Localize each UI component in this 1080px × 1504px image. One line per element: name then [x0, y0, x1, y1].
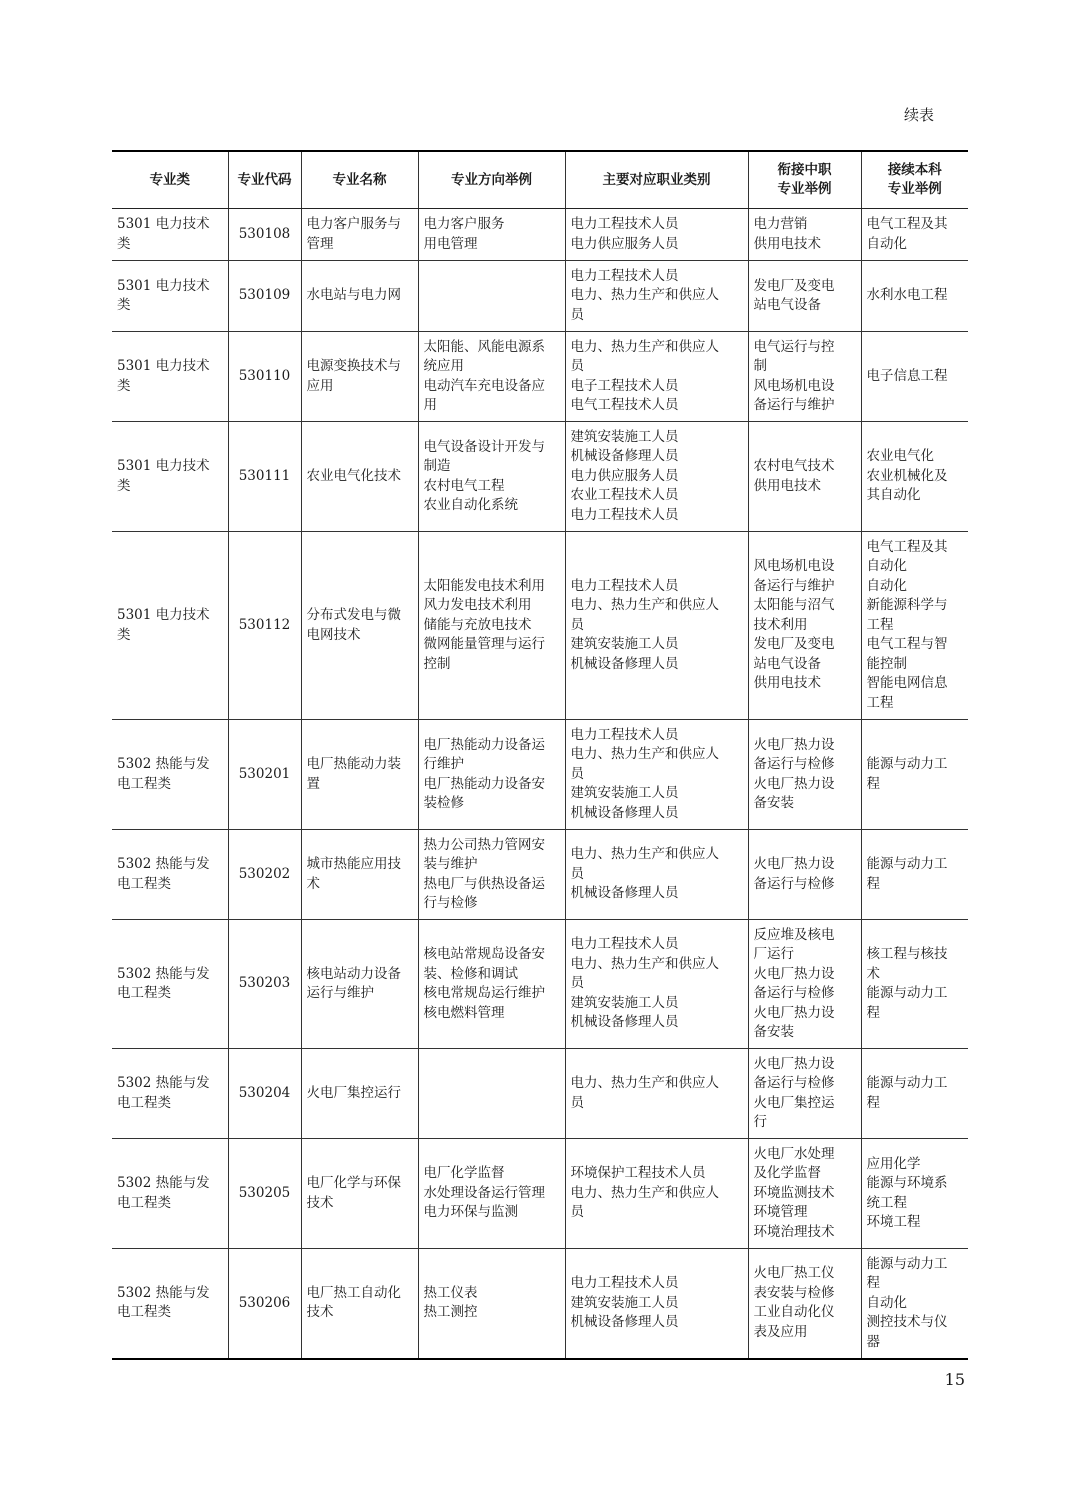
cell-text-line: 火电厂热力设 [753, 965, 835, 982]
cell-text-line: 火电厂热力设 [753, 736, 835, 753]
code-cell: 530203 [228, 920, 301, 1049]
cell-text-line: 建筑安装施工人员 [570, 1294, 679, 1311]
cell-text-line: 管理 [306, 235, 334, 252]
cell-text-line: 电力、热力生产和供应人 [570, 1184, 719, 1201]
secondary-cell [748, 830, 861, 920]
cell-text-line: 工程 [866, 616, 894, 633]
category-cell [112, 1139, 228, 1249]
cell-text-line: 员 [570, 1204, 584, 1221]
cell-text-line: 应用化学 [866, 1155, 921, 1172]
name-cell [301, 422, 418, 532]
cell-text-line: 5301 电力技术 [117, 216, 210, 232]
category-cell [112, 830, 228, 920]
cell-text-line: 农业电气化技术 [306, 467, 401, 484]
cell-text-line: 电力、热力生产和供应人 [570, 955, 719, 972]
cell-text-line: 程 [866, 775, 880, 792]
code-cell: 530201 [228, 720, 301, 830]
secondary-cell [748, 532, 861, 720]
table-header [112, 151, 968, 209]
cell-text-line: 电子信息工程 [866, 367, 948, 384]
header-occupations [565, 151, 748, 209]
occupations-cell [565, 1139, 748, 1249]
cell-text-line: 制 [753, 358, 767, 374]
header-undergraduate [861, 151, 968, 209]
header-text-line: 接续本科 [887, 162, 942, 178]
cell-text-line: 应用 [306, 377, 334, 394]
table-row [112, 332, 968, 422]
cell-text-line: 建筑安装施工人员 [570, 636, 679, 653]
cell-text-line: 电气运行与控 [753, 338, 835, 355]
cell-text-line: 供用电技术 [753, 235, 821, 252]
cell-text-line: 热工仪表 [423, 1284, 478, 1301]
occupations-cell [565, 422, 748, 532]
cell-text-line: 热力公司热力管网安 [423, 836, 545, 853]
occupations-cell [565, 261, 748, 332]
cell-text-line: 电子工程技术人员 [570, 377, 679, 394]
continued-table-label: 续表 [903, 106, 934, 124]
cell-text-line: 农业工程技术人员 [570, 487, 679, 504]
cell-text-line: 电厂热能动力设备安 [423, 775, 545, 792]
cell-text-line: 自动化 [866, 558, 907, 575]
category-cell [112, 720, 228, 830]
secondary-cell [748, 332, 861, 422]
directions-cell [418, 532, 565, 720]
name-cell [301, 1049, 418, 1139]
cell-text-line: 机械设备修理人员 [570, 1014, 679, 1031]
cell-text-line: 电工程类 [117, 985, 171, 1001]
table-row [112, 1049, 968, 1139]
cell-text-line: 置 [306, 775, 320, 792]
name-cell [301, 532, 418, 720]
cell-text-line: 建筑安装施工人员 [570, 994, 679, 1011]
directions-cell [418, 830, 565, 920]
cell-text-line: 5302 热能与发 [117, 1075, 210, 1091]
cell-text-line: 表及应用 [753, 1323, 808, 1340]
category-cell [112, 422, 228, 532]
cell-text-line: 电工程类 [117, 1304, 171, 1321]
cell-text-line: 厂运行 [753, 946, 794, 962]
cell-text-line: 火电厂热工仪 [753, 1265, 835, 1282]
cell-text-line: 发电厂及变电 [753, 277, 835, 294]
cell-text-line: 自动化 [866, 1294, 907, 1311]
cell-text-line: 行 [753, 1114, 767, 1130]
cell-text-line: 员 [570, 765, 584, 782]
cell-text-line: 类 [117, 297, 131, 313]
cell-text-line: 风力发电技术利用 [423, 597, 532, 614]
cell-text-line: 技术利用 [753, 616, 808, 633]
table-row [112, 261, 968, 332]
table-row [112, 1249, 968, 1359]
cell-text-line: 电力、热力生产和供应人 [570, 597, 719, 614]
cell-text-line: 电工程类 [117, 875, 171, 892]
cell-text-line: 火电厂热力设 [753, 1004, 835, 1021]
cell-text-line: 电厂热能动力设备运 [423, 736, 545, 753]
cell-text-line: 电动汽车充电设备应 [423, 377, 545, 394]
cell-text-line: 员 [570, 1094, 584, 1111]
cell-text-line: 工业自动化仪 [753, 1304, 835, 1321]
cell-text-line: 测控技术与仪 [866, 1314, 948, 1330]
cell-text-line: 太阳能、风能电源系 [423, 338, 545, 355]
cell-text-line: 电气工程技术人员 [570, 397, 679, 413]
cell-text-line: 供用电技术 [753, 675, 821, 692]
cell-text-line: 电力、热力生产和供应人 [570, 846, 719, 863]
occupations-cell [565, 209, 748, 261]
cell-text-line: 能源与动力工 [866, 756, 948, 772]
cell-text-line: 运行与维护 [306, 985, 374, 1001]
occupations-cell [565, 1249, 748, 1359]
cell-text-line: 电力供应服务人员 [570, 467, 679, 484]
secondary-cell [748, 422, 861, 532]
cell-text-line: 术 [306, 875, 320, 892]
cell-text-line: 电力营销 [753, 216, 808, 232]
cell-text-line: 行维护 [423, 756, 464, 772]
category-cell [112, 261, 228, 332]
cell-text-line: 电力、热力生产和供应人 [570, 287, 719, 304]
cell-text-line: 核电站常规岛设备安 [423, 946, 545, 962]
cell-text-line: 电厂热能动力装 [306, 756, 401, 772]
name-cell [301, 209, 418, 261]
table-row [112, 532, 968, 720]
cell-text-line: 风电场机电设 [753, 377, 835, 394]
cell-text-line: 电工程类 [117, 1194, 171, 1211]
occupations-cell [565, 920, 748, 1049]
cell-text-line: 能源与动力工 [866, 985, 948, 1001]
name-cell [301, 720, 418, 830]
cell-text-line: 统工程 [866, 1194, 907, 1211]
table-row [112, 422, 968, 532]
cell-text-line: 类 [117, 377, 131, 394]
cell-text-line: 机械设备修理人员 [570, 655, 679, 672]
cell-text-line: 电工程类 [117, 775, 171, 792]
cell-text-line: 备安装 [753, 795, 794, 811]
cell-text-line: 风电场机电设 [753, 558, 835, 575]
secondary-cell [748, 261, 861, 332]
cell-text-line: 员 [570, 616, 584, 633]
cell-text-line: 装与维护 [423, 856, 478, 872]
occupations-cell [565, 332, 748, 422]
cell-text-line: 其自动化 [866, 487, 921, 504]
undergraduate-cell [861, 1139, 968, 1249]
undergraduate-cell [861, 920, 968, 1049]
cell-text-line: 用 [423, 397, 437, 413]
header-directions [418, 151, 565, 209]
header-name [301, 151, 418, 209]
cell-text-line: 反应堆及核电 [753, 926, 835, 943]
cell-text-line: 环境治理技术 [753, 1223, 835, 1240]
name-cell [301, 920, 418, 1049]
cell-text-line: 机械设备修理人员 [570, 448, 679, 465]
cell-text-line: 类 [117, 626, 131, 643]
code-cell: 530110 [228, 332, 301, 422]
directions-cell [418, 1139, 565, 1249]
cell-text-line: 电力、热力生产和供应人 [570, 746, 719, 763]
cell-text-line: 技术 [306, 1304, 334, 1321]
occupations-cell [565, 830, 748, 920]
cell-text-line: 5301 电力技术 [117, 607, 210, 623]
cell-text-line: 火电厂集控运 [753, 1094, 835, 1111]
cell-text-line: 电力工程技术人员 [570, 726, 679, 743]
undergraduate-cell [861, 830, 968, 920]
cell-text-line: 核电站动力设备 [306, 965, 401, 982]
cell-text-line: 电气设备设计开发与 [423, 438, 545, 455]
cell-text-line: 程 [866, 1275, 880, 1291]
cell-text-line: 建筑安装施工人员 [570, 785, 679, 802]
undergraduate-cell [861, 1249, 968, 1359]
undergraduate-cell [861, 261, 968, 332]
code-cell: 530109 [228, 261, 301, 332]
cell-text-line: 5301 电力技术 [117, 358, 210, 374]
cell-text-line: 站电气设备 [753, 655, 821, 672]
cell-text-line: 备安装 [753, 1024, 794, 1040]
header-code [228, 151, 301, 209]
cell-text-line: 电厂热工自动化 [306, 1284, 401, 1301]
cell-text-line: 环境保护工程技术人员 [570, 1165, 706, 1182]
cell-text-line: 站电气设备 [753, 297, 821, 313]
category-cell [112, 1249, 228, 1359]
undergraduate-cell [861, 532, 968, 720]
cell-text-line: 5302 热能与发 [117, 756, 210, 772]
cell-text-line: 供用电技术 [753, 477, 821, 494]
cell-text-line: 程 [866, 875, 880, 892]
table-row [112, 920, 968, 1049]
cell-text-line: 用电管理 [423, 235, 478, 252]
secondary-cell [748, 920, 861, 1049]
directions-cell [418, 209, 565, 261]
cell-text-line: 电气工程与智 [866, 636, 948, 653]
cell-text-line: 及化学监督 [753, 1165, 821, 1182]
code-cell: 530204 [228, 1049, 301, 1139]
cell-text-line: 备运行与维护 [753, 397, 835, 413]
cell-text-line: 农业机械化及 [866, 467, 948, 484]
cell-text-line: 技术 [306, 1194, 334, 1211]
cell-text-line: 电力工程技术人员 [570, 506, 679, 523]
cell-text-line: 水电站与电力网 [306, 287, 401, 304]
name-cell [301, 261, 418, 332]
cell-text-line: 自动化 [866, 235, 907, 252]
cell-text-line: 机械设备修理人员 [570, 885, 679, 902]
cell-text-line: 水处理设备运行管理 [423, 1184, 545, 1201]
directions-cell [418, 1249, 565, 1359]
directions-cell [418, 332, 565, 422]
cell-text-line: 5302 热能与发 [117, 1175, 210, 1191]
directions-cell [418, 920, 565, 1049]
cell-text-line: 5302 热能与发 [117, 1284, 210, 1301]
undergraduate-cell [861, 1049, 968, 1139]
cell-text-line: 备运行与检修 [753, 756, 835, 772]
secondary-cell [748, 720, 861, 830]
table-row [112, 1139, 968, 1249]
cell-text-line: 能源与动力工 [866, 856, 948, 872]
cell-text-line: 火电厂集控运行 [306, 1084, 401, 1101]
code-cell: 530108 [228, 209, 301, 261]
cell-text-line: 器 [866, 1333, 880, 1350]
category-cell [112, 532, 228, 720]
cell-text-line: 环境管理 [753, 1204, 808, 1221]
cell-text-line: 电气工程及其 [866, 216, 948, 232]
undergraduate-cell [861, 720, 968, 830]
cell-text-line: 备运行与检修 [753, 1075, 835, 1091]
code-cell: 530202 [228, 830, 301, 920]
code-cell: 530205 [228, 1139, 301, 1249]
cell-text-line: 员 [570, 975, 584, 992]
category-cell [112, 920, 228, 1049]
cell-text-line: 热电厂与供热设备运 [423, 875, 545, 892]
table-row [112, 830, 968, 920]
header-text-line: 专业举例 [887, 181, 942, 197]
cell-text-line: 5301 电力技术 [117, 458, 210, 474]
cell-text-line: 农村电气技术 [753, 458, 835, 474]
category-cell [112, 209, 228, 261]
name-cell [301, 830, 418, 920]
cell-text-line: 电力客户服务与 [306, 216, 401, 232]
cell-text-line: 发电厂及变电 [753, 636, 835, 653]
header-text-line: 专业类 [149, 171, 190, 188]
cell-text-line: 表安装与检修 [753, 1284, 835, 1301]
cell-text-line: 程 [866, 1094, 880, 1111]
name-cell [301, 1139, 418, 1249]
cell-text-line: 5302 热能与发 [117, 965, 210, 982]
cell-text-line: 电源变换技术与 [306, 358, 401, 374]
cell-text-line: 农村电气工程 [423, 477, 505, 494]
cell-text-line: 类 [117, 235, 131, 252]
table-body [112, 209, 968, 1359]
cell-text-line: 火电厂热力设 [753, 1055, 835, 1072]
cell-text-line: 装、检修和调试 [423, 965, 518, 982]
cell-text-line: 机械设备修理人员 [570, 1314, 679, 1330]
cell-text-line: 程 [866, 1004, 880, 1021]
cell-text-line: 电工程类 [117, 1094, 171, 1111]
cell-text-line: 建筑安装施工人员 [570, 428, 679, 445]
secondary-cell [748, 209, 861, 261]
cell-text-line: 备运行与检修 [753, 985, 835, 1001]
header-text-line: 专业代码 [237, 171, 292, 188]
category-cell [112, 332, 228, 422]
cell-text-line: 太阳能发电技术利用 [423, 577, 545, 594]
cell-text-line: 能源与动力工 [866, 1255, 948, 1272]
cell-text-line: 备运行与维护 [753, 577, 835, 594]
cell-text-line: 装检修 [423, 795, 464, 811]
name-cell [301, 332, 418, 422]
directions-cell [418, 720, 565, 830]
cell-text-line: 电力工程技术人员 [570, 577, 679, 594]
secondary-cell [748, 1139, 861, 1249]
cell-text-line: 自动化 [866, 577, 907, 594]
cell-text-line: 员 [570, 865, 584, 882]
cell-text-line: 统应用 [423, 358, 464, 374]
cell-text-line: 电力工程技术人员 [570, 1275, 679, 1291]
header-text-line: 专业方向举例 [451, 171, 532, 188]
cell-text-line: 5301 电力技术 [117, 277, 210, 294]
header-text-line: 衔接中职 [777, 162, 832, 178]
cell-text-line: 火电厂热力设 [753, 856, 835, 872]
cell-text-line: 智能电网信息 [866, 675, 948, 692]
major-catalog-table [112, 150, 968, 1360]
cell-text-line: 控制 [423, 655, 451, 672]
cell-text-line: 核电燃料管理 [423, 1004, 505, 1021]
cell-text-line: 术 [866, 965, 880, 982]
cell-text-line: 电力环保与监测 [423, 1204, 518, 1221]
cell-text-line: 制造 [423, 458, 451, 474]
cell-text-line: 新能源科学与 [866, 597, 948, 614]
cell-text-line: 行与检修 [423, 895, 478, 911]
directions-cell [418, 261, 565, 332]
occupations-cell [565, 720, 748, 830]
cell-text-line: 城市热能应用技 [306, 856, 401, 872]
page-number: 15 [944, 1370, 965, 1389]
cell-text-line: 类 [117, 477, 131, 494]
cell-text-line: 环境工程 [866, 1214, 921, 1230]
cell-text-line: 电力工程技术人员 [570, 216, 679, 232]
cell-text-line: 太阳能与沼气 [753, 597, 835, 614]
cell-text-line: 员 [570, 358, 584, 374]
cell-text-line: 电网技术 [306, 626, 361, 643]
header-text-line: 主要对应职业类别 [602, 171, 711, 188]
name-cell [301, 1249, 418, 1359]
code-cell: 530111 [228, 422, 301, 532]
directions-cell [418, 1049, 565, 1139]
cell-text-line: 热工测控 [423, 1304, 478, 1321]
secondary-cell [748, 1049, 861, 1139]
cell-text-line: 火电厂热力设 [753, 775, 835, 792]
category-cell [112, 1049, 228, 1139]
cell-text-line: 电力客户服务 [423, 216, 505, 232]
occupations-cell [565, 532, 748, 720]
undergraduate-cell [861, 332, 968, 422]
undergraduate-cell [861, 422, 968, 532]
cell-text-line: 微网能量管理与运行 [423, 636, 545, 653]
cell-text-line: 农业电气化 [866, 448, 934, 465]
cell-text-line: 电气工程及其 [866, 538, 948, 555]
cell-text-line: 核电常规岛运行维护 [423, 985, 545, 1001]
table-row [112, 720, 968, 830]
cell-text-line: 农业自动化系统 [423, 497, 518, 513]
cell-text-line: 火电厂水处理 [753, 1145, 835, 1162]
cell-text-line: 能源与环境系 [866, 1175, 948, 1191]
cell-text-line: 电厂化学与环保 [306, 1175, 401, 1191]
cell-text-line: 分布式发电与微 [306, 607, 401, 623]
cell-text-line: 电力、热力生产和供应人 [570, 1075, 719, 1091]
cell-text-line: 核工程与核技 [866, 946, 948, 962]
cell-text-line: 备运行与检修 [753, 875, 835, 892]
cell-text-line: 员 [570, 306, 584, 323]
cell-text-line: 电力、热力生产和供应人 [570, 338, 719, 355]
cell-text-line: 电力工程技术人员 [570, 936, 679, 953]
secondary-cell [748, 1249, 861, 1359]
cell-text-line: 储能与充放电技术 [423, 616, 532, 633]
code-cell: 530206 [228, 1249, 301, 1359]
undergraduate-cell [861, 209, 968, 261]
header-category [112, 151, 228, 209]
cell-text-line: 能源与动力工 [866, 1075, 948, 1091]
cell-text-line: 工程 [866, 694, 894, 711]
cell-text-line: 电厂化学监督 [423, 1165, 505, 1182]
header-secondary [748, 151, 861, 209]
directions-cell [418, 422, 565, 532]
code-cell: 530112 [228, 532, 301, 720]
header-text-line: 专业名称 [332, 171, 387, 188]
header-text-line: 专业举例 [777, 181, 832, 197]
cell-text-line: 电力工程技术人员 [570, 267, 679, 284]
cell-text-line: 5302 热能与发 [117, 856, 210, 872]
occupations-cell [565, 1049, 748, 1139]
cell-text-line: 环境监测技术 [753, 1184, 835, 1201]
cell-text-line: 机械设备修理人员 [570, 804, 679, 821]
cell-text-line: 能控制 [866, 655, 907, 672]
cell-text-line: 水利水电工程 [866, 287, 948, 304]
cell-text-line: 电力供应服务人员 [570, 235, 679, 252]
table-row [112, 209, 968, 261]
